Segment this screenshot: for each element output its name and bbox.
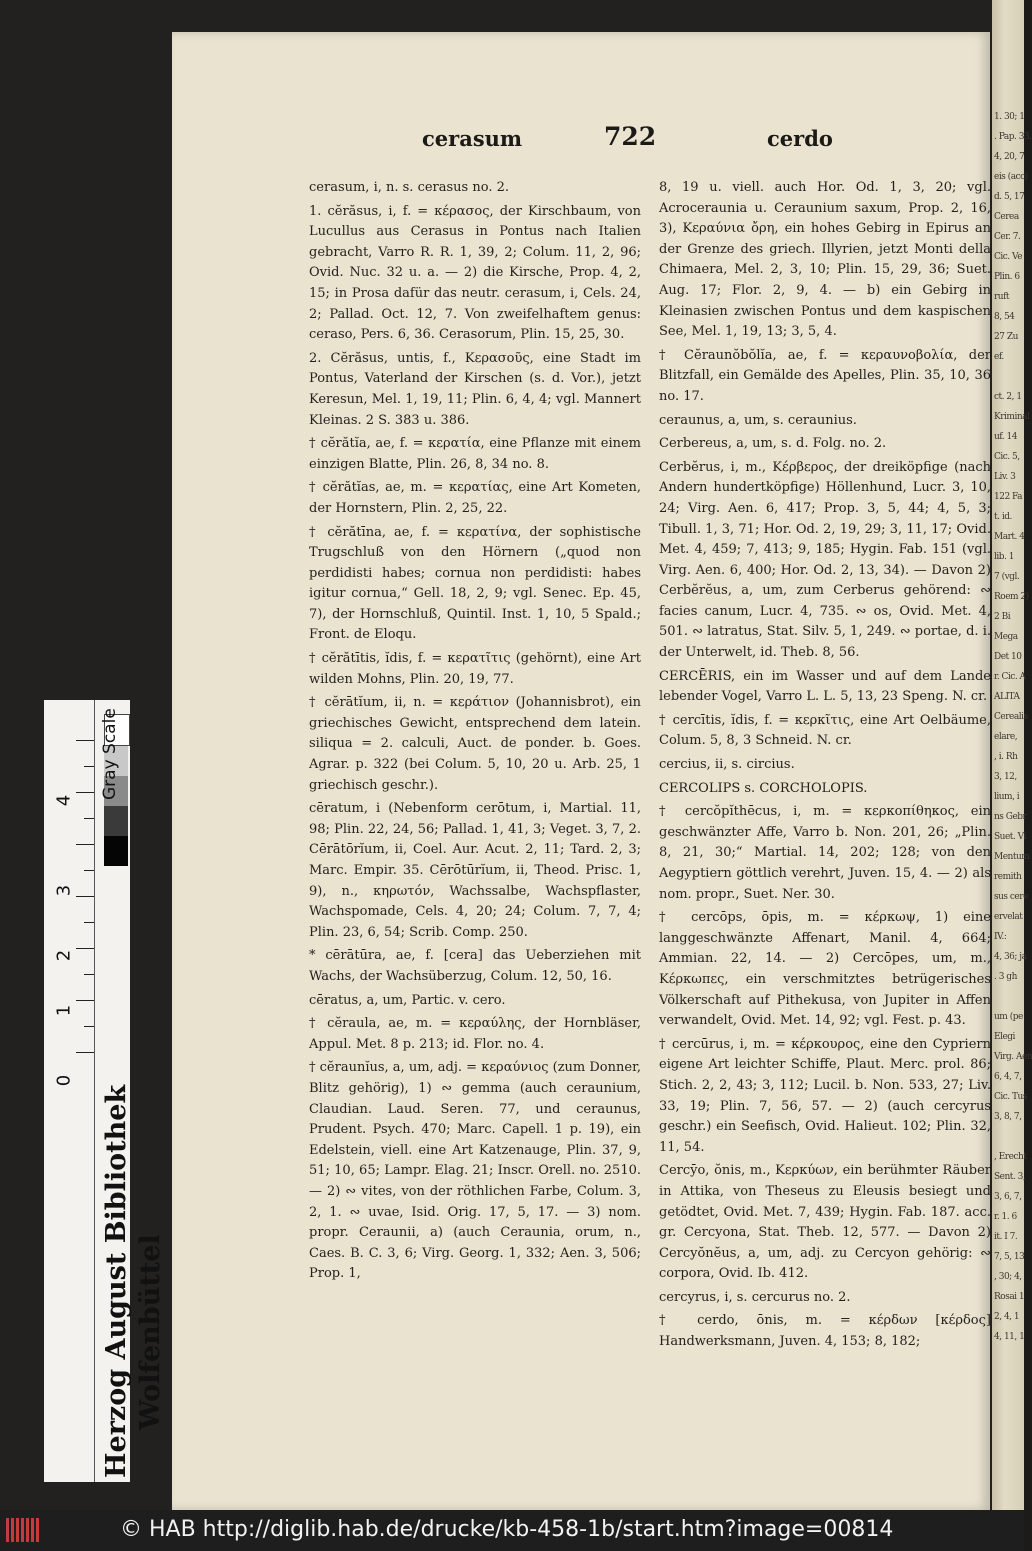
ruler xyxy=(50,700,95,1482)
running-header xyxy=(172,122,990,162)
institution-line: Herzog August Bibliothek xyxy=(101,1084,132,1478)
dictionary-entry: † cerdo, ōnis, m. = κέρδων [κέρδος] Handwerksmann, Juven. 4, 153; 8, 182; xyxy=(659,1313,991,1350)
gray-swatch xyxy=(104,806,128,836)
dictionary-entry: 8, 19 u. viell. auch Hor. Od. 1, 3, 20; vgl. Acroceraunia u. Ceraunium saxum, Prop. 2, 16, 3), Κεραύνια ὄρη, ein hohes Gebirg in Epirus an der Grenze des griech. Illyrien, jetzt Monti della Chimaera, Mel. 2, 3, 10; Plin. 15, 29, 36; Suet. Aug. 17; Flor. 2, 9, 4. — b) ein Gebirg in Kleinasien zwischen Pontus und dem kaspischen See, Mel. 1, 19, 13; 3, 5, 4. xyxy=(659,180,991,340)
footer-bar xyxy=(0,1510,1024,1551)
ruler-number: 1 xyxy=(53,1004,75,1017)
dictionary-entry: Cerbĕrus, i, m., Κέρβερος, der dreiköpfige (nach Andern hundertköpfige) Höllenhund, Lucr. 3, 10, 24; Virg. Aen. 6, 417; Prop. 3, 5, 44; 4, 5, 3; Tibull. 1, 3, 71; Hor. Od. 2, 19, 29; 3, 11, 17; Ovid. Met. 4, 459; 7, 413; 9, 185; Hygin. Fab. 151 (vgl. Virg. Aen. 6, 400; Hor. Od. 2, 13, 34). — Davon 2) Cerbĕrĕus, a, um, zum Cerberus gehörend: ∾ facies canum, Lucr. 4, 735. ∾ os, Ovid. Met. 4, 501. ∾ latratus, Stat. Silv. 5, 1, 249. ∾ portae, d. i. der Unterwelt, id. Theb. 8, 56. xyxy=(659,459,991,661)
gray-swatch xyxy=(104,836,128,866)
guide-word-left: cerasum xyxy=(422,126,523,151)
dictionary-entry: † cercūrus, i, m. = κέρκουρος, eine den Cypriern eigene Art leichter Schiffe, Plaut. Merc. prol. 86; Stich. 2, 2, 43; 3, 112; Lucil. b. Non. 533, 27; Liv. 33, 19; Plin. 7, 56, 57. — 2) (auch cercyrus geschr.) ein Seefisch, Ovid. Halieut. 102; Plin. 32, 11, 54. xyxy=(659,1036,991,1155)
dictionary-entry: † cĕrătīna, ae, f. = κερατίνα, der sophistische Trugschluß von den Hörnern („quod non perdidisti habes; cornua non perdidisti: habes igitur cornua,“ Gell. 18, 2, 9; vgl. Senec. Ep. 45, 7), der Hornschluß, Quintil. Inst. 1, 10, 5 Spald.; Front. de Eloqu. xyxy=(309,524,641,643)
ruler-number: 0 xyxy=(53,1074,75,1087)
dictionary-entry: † cercītis, ĭdis, f. = κερκῖτις, eine Art Oelbäume, Colum. 5, 8, 3 Schneid. N. cr. xyxy=(659,712,991,749)
dictionary-entry: † cĕraunĭus, a, um, adj. = κεραύνιος (zum Donner, Blitz gehörig), 1) ∾ gemma (auch ceraunium, Claudian. Laud. Seren. 77, und ceraunus, Prudent. Psych. 470; Marc. Capell. 1 p. 19), ein Edelstein, viell. eine Art Katzenauge, Plin. 37, 9, 51; 10, 65; Lampr. Elag. 21; Inscr. Orell. no. 2510. — 2) ∾ vites, von der röthlichen Farbe, Colum. 3, 2, 1. ∾ uvae, Isid. Orig. 17, 5, 17. — 3) nom. propr. Ceraunii, a) (auch Ceraunia, orum, n., Caes. B. C. 3, 6; Virg. Georg. 1, 332; Aen. 3, 506; Prop. 1, xyxy=(309,1060,641,1282)
adjacent-page-edge: 1. 30; 1 . Pap. 33. 4, 20, 7 eis (acc) d. 5, 17 Cerea Cer. 7. Cic. Ve Plin. 6 ruft 8, 54 27 Zu ef. ct. 2, 1 Kriminal uf. 14 Cic. 5, Liv. 3 122 Fa t. id. Mart. 4 lib. 1 7 (vgl. Roem 2) 2 Bi Mega Det 10 r. Cic. A ALITA Cerealis elare, , i. Rh 3, 12, lium, i ns Gebr Suet. Vi Mentum remith sus cere ervelat IV.: 4, 36; ja . 3 gh um (pe Elegi Virg. Aen 6, 4, 7, Cic. Tus 3, 8, 7, , Erecht Sent. 3, 3, 6, 7, r. 1. 6 it. I 7. 7, 5, 13 , 30; 4, Rosai 1 2, 4, 1 4, 11, 1 xyxy=(992,0,1024,1510)
dictionary-page xyxy=(172,32,990,1510)
guide-word-right: cerdo xyxy=(767,126,833,151)
dictionary-entry: ceraunus, a, um, s. ceraunius. xyxy=(659,412,857,428)
right-column xyxy=(659,178,991,1358)
dictionary-entry: † cĕrătĭas, ae, m. = κερατίας, eine Art Kometen, der Hornstern, Plin. 2, 25, 22. xyxy=(309,480,641,516)
left-column xyxy=(309,178,641,1358)
dictionary-entry: † cĕrătĭa, ae, f. = κερατία, eine Pflanze mit einem einzigen Blatte, Plin. 26, 8, 34 no. 8. xyxy=(309,436,641,472)
institution-line: Wolfenbüttel xyxy=(135,1234,166,1430)
page-number: 722 xyxy=(604,122,657,151)
dictionary-entry: cercyrus, i, s. cercurus no. 2. xyxy=(659,1289,851,1305)
dictionary-entry: † cercōps, ōpis, m. = κέρκωψ, 1) eine langgeschwänzte Affenart, Manil. 4, 664; Ammian. 22, 14. — 2) Cercōpes, um, m., Κέρκωπες, ein verschmitztes betrügerisches Völkerschaft auf Pithekusa, von Jupiter in Affen verwandelt, Ovid. Met. 14, 92; vgl. Fest. p. 43. xyxy=(659,910,991,1029)
dictionary-entry: † cĕrătītis, ĭdis, f. = κερατῖτις (gehörnt), eine Art wilden Mohns, Plin. 20, 19, 77. xyxy=(309,651,641,687)
dictionary-entry: cerasum, i, n. s. cerasus no. 2. xyxy=(309,180,509,195)
dictionary-entry: * cērātūra, ae, f. [cera] das Ueberziehen mit Wachs, der Wachsüberzug, Colum. 12, 50, 16. xyxy=(309,948,641,984)
dictionary-entry: † cercŏpĭthēcus, i, m. = κερκοπίθηκος, ein geschwänzter Affe, Varro b. Non. 201, 26; „Plin. 8, 21, 30;“ Martial. 14, 202; 128; von den Aegyptiern göttlich verehrt, Juven. 15, 4. — 2) als nom. propr., Suet. Ner. 30. xyxy=(659,804,991,902)
dictionary-entry: cēratus, a, um, Partic. v. cero. xyxy=(309,992,506,1008)
dictionary-entry: Cercȳo, ŏnis, m., Κερκύων, ein berühmter Räuber in Attika, von Theseus zu Eleusis besiegt und getödtet, Ovid. Met. 7, 439; Hygin. Fab. 187. acc. gr. Cercyona, Stat. Theb. 12, 577. — Davon 2) Cercyŏnĕus, a, um, adj. zu Cercyon gehörig: ∾ corpora, Ovid. Ib. 412. xyxy=(659,1163,991,1282)
ruler-number: 2 xyxy=(53,949,75,962)
hab-logo-icon xyxy=(6,1518,40,1542)
dictionary-entry: † cĕrātĭum, ii, n. = κεράτιον (Johannisbrot), ein griechisches Gewicht, entsprechend dem latein. siliqua = 2. calculi, Auct. de ponder. b. Goes. Agrar. p. 322 (bei Colum. 5, 10, 20 u. Arb. 25, 1 griechisch geschr.). xyxy=(309,695,641,793)
dictionary-entry: Cerbereus, a, um, s. d. Folg. no. 2. xyxy=(659,436,887,452)
dictionary-entry: 2. Cĕrăsus, untis, f., Κερασοῦς, eine Stadt im Pontus, Vaterland der Kirschen (s. d. Vor.), jetzt Keresun, Mel. 1, 19, 11; Plin. 6, 4, 4; vgl. Mannert Kleinas. 2 S. 383 u. 386. xyxy=(309,350,641,428)
dictionary-entry: cēratum, i (Nebenform cerōtum, i, Martial. 11, 98; Plin. 22, 24, 56; Pallad. 1, 41, 3; Veget. 3, 7, 2. Cērātōrĭum, ii, Coel. Aur. Acut. 2, 11; Tard. 2, 3; Marc. Empir. 35. Cērōtūrĭum, ii, Theod. Prisc. 1, 9), n., κηρωτόν, Wachssalbe, Wachspflaster, Wachspomade, Cels. 4, 20; 24; Colum. 7, 7, 4; Plin. 23, 6, 54; Scrib. Comp. 250. xyxy=(309,801,641,940)
ruler-number: 3 xyxy=(53,884,75,897)
dictionary-entry: † cĕraula, ae, m. = κεραύλης, der Hornbläser, Appul. Met. 8 p. 213; id. Flor. no. 4. xyxy=(309,1016,641,1052)
dictionary-entry: CERCOLIPS s. CORCHOLOPIS. xyxy=(659,780,868,796)
dictionary-entry: cercius, ii, s. circius. xyxy=(659,757,795,773)
color-calibration-scale xyxy=(44,700,166,1482)
dictionary-entry: 1. cĕrăsus, i, f. = κέρασος, der Kirschbaum, von Lucullus aus Cerasus in Pontus nach Italien gebracht, Varro R. R. 1, 39, 2; Colum. 11, 2, 96; Ovid. Nuc. 32 u. a. — 2) die Kirsche, Prop. 4, 2, 15; in Prosa dafür das neutr. cerasum, i, Cels. 24, 2; Pallad. Oct. 12, 7. Von zweifelhaftem genus: ceraso, Pers. 6, 36. Cerasorum, Plin. 15, 25, 30. xyxy=(309,203,641,343)
dictionary-entry: CERCĒRIS, ein im Wasser und auf dem Lande lebender Vogel, Varro L. L. 5, 13, 23 Speng. N. cr. xyxy=(659,668,991,705)
ruler-number: 4 xyxy=(53,794,75,807)
gray-scale-label: Gray Scale xyxy=(100,708,120,800)
institution-name xyxy=(100,1085,168,1478)
copyright-link[interactable]: © HAB http://diglib.hab.de/drucke/kb-458-1b/start.htm?image=00814 xyxy=(120,1517,894,1542)
dictionary-entry: † Cĕraunŏbŏlĭa, ae, f. = κεραυνοβολία, der Blitzfall, ein Gemälde des Apelles, Plin. 35, 10, 36 no. 17. xyxy=(659,347,991,404)
